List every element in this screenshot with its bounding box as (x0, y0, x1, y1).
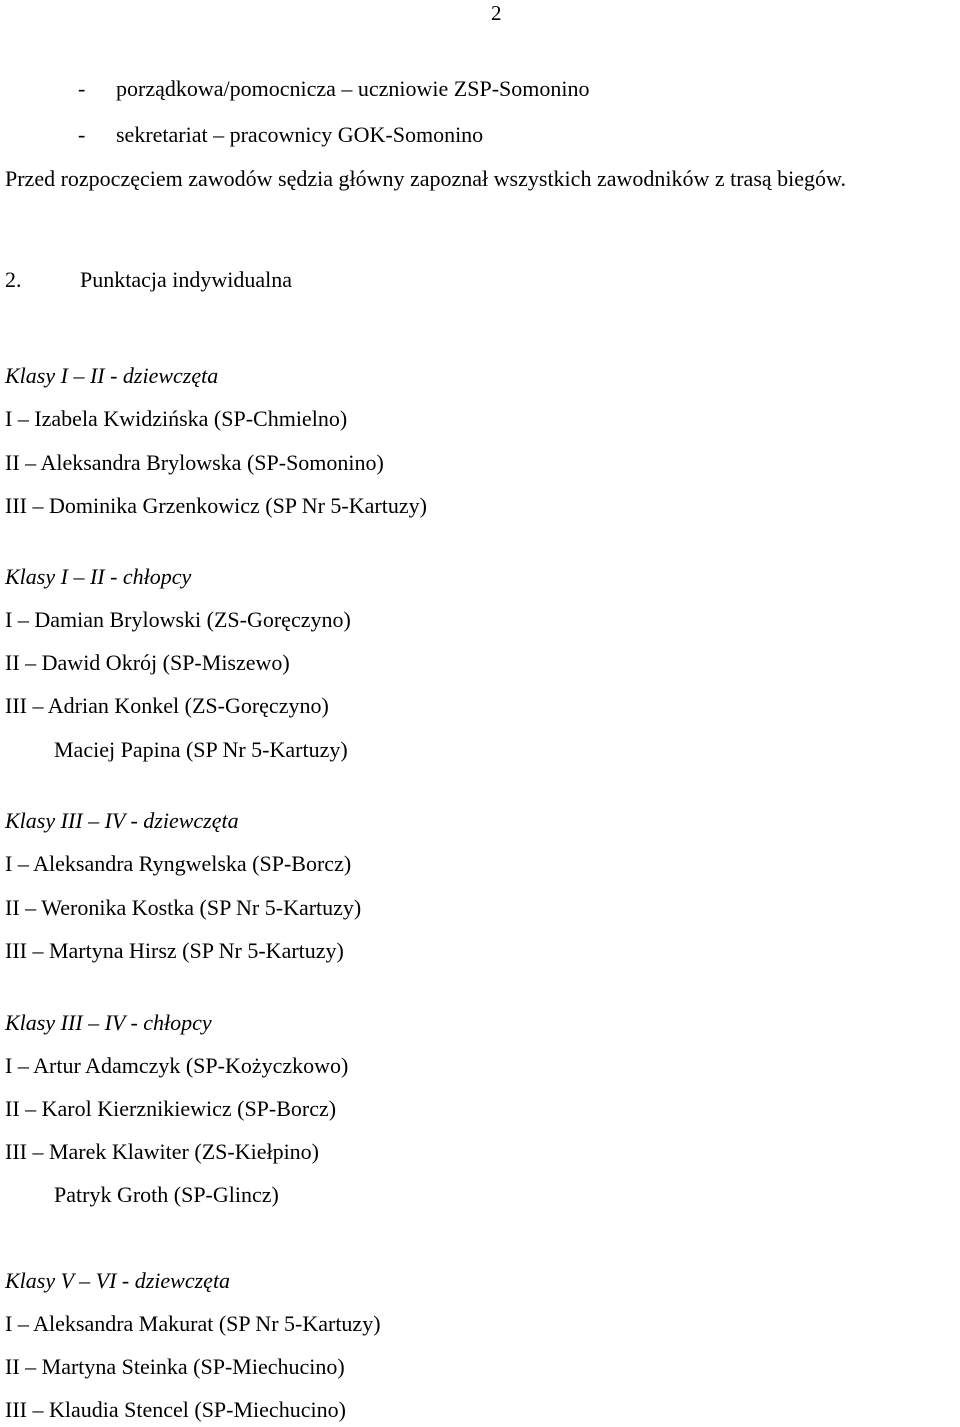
page-number: 2 (491, 1, 502, 25)
result-entry: I – Izabela Kwidzińska (SP-Chmielno) (5, 406, 348, 431)
group-heading: Klasy V – VI - dziewczęta (5, 1268, 231, 1293)
bullet-dash: - (78, 76, 86, 101)
bullet-dash: - (78, 122, 86, 147)
intro-paragraph: Przed rozpoczęciem zawodów sędzia główny zapoznał wszystkich zawodników z trasą biegów. (5, 166, 846, 191)
bullet-text: sekretariat – pracownicy GOK-Somonino (116, 122, 484, 147)
result-entry: Patryk Groth (SP-Glincz) (54, 1182, 279, 1207)
result-entry: III – Adrian Konkel (ZS-Goręczyno) (5, 693, 329, 718)
result-entry: I – Aleksandra Ryngwelska (SP-Borcz) (5, 851, 352, 876)
result-entry: III – Marek Klawiter (ZS-Kiełpino) (5, 1139, 320, 1164)
section-number: 2. (5, 267, 22, 292)
result-entry: III – Klaudia Stencel (SP-Miechucino) (5, 1397, 346, 1422)
group-heading: Klasy I – II - dziewczęta (5, 363, 219, 388)
group-heading: Klasy III – IV - dziewczęta (5, 808, 239, 833)
bullet-text: porządkowa/pomocnicza – uczniowie ZSP-Somonino (116, 76, 590, 101)
result-entry: II – Dawid Okrój (SP-Miszewo) (5, 650, 290, 675)
result-entry: III – Dominika Grzenkowicz (SP Nr 5-Kartuzy) (5, 493, 427, 518)
result-entry: II – Karol Kierznikiewicz (SP-Borcz) (5, 1096, 337, 1121)
group-heading: Klasy I – II - chłopcy (5, 564, 192, 589)
result-entry: III – Martyna Hirsz (SP Nr 5-Kartuzy) (5, 938, 344, 963)
result-entry: I – Artur Adamczyk (SP-Kożyczkowo) (5, 1053, 349, 1078)
result-entry: I – Damian Brylowski (ZS-Goręczyno) (5, 607, 351, 632)
result-entry: Maciej Papina (SP Nr 5-Kartuzy) (54, 737, 348, 762)
result-entry: II – Weronika Kostka (SP Nr 5-Kartuzy) (5, 895, 362, 920)
group-heading: Klasy III – IV - chłopcy (5, 1010, 212, 1035)
result-entry: II – Aleksandra Brylowska (SP-Somonino) (5, 450, 384, 475)
section-title: Punktacja indywidualna (80, 267, 293, 292)
result-entry: II – Martyna Steinka (SP-Miechucino) (5, 1354, 345, 1379)
result-entry: I – Aleksandra Makurat (SP Nr 5-Kartuzy) (5, 1311, 381, 1336)
